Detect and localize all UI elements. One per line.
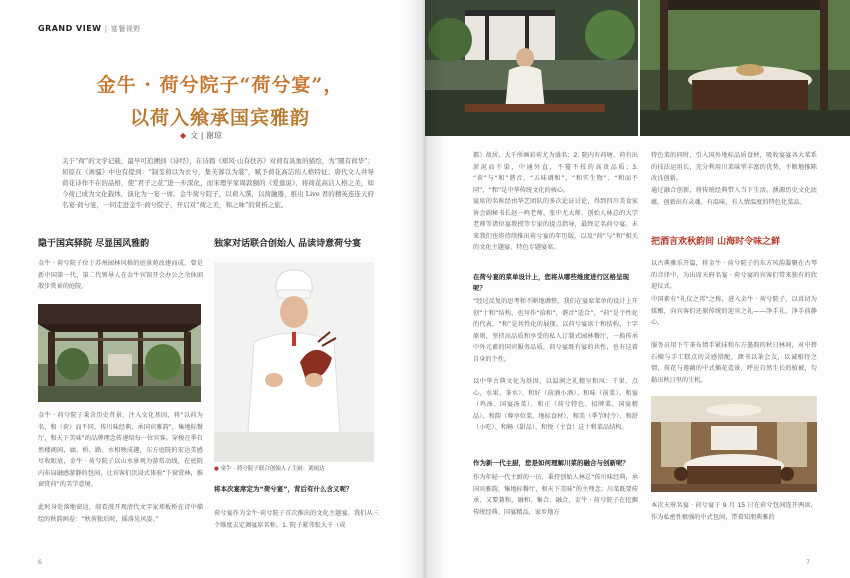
paragraph: 本次天府名宴 · 荷兮宴于 9 月 15 日在荷兮包间连开两席，作为私密性极强的中式包间，带着知朋典雅的 bbox=[651, 502, 817, 521]
dining-table-photo bbox=[640, 0, 850, 136]
paragraph: 荷兮宴作为金牛·荷兮院子首次推出的文化主题宴，我们从三个维度去定调宴席名称。1. 院子紧邻张大千（成 bbox=[214, 510, 379, 529]
section-title-courtyard: 隐于国宾驿院 尽显国风雅韵 bbox=[38, 239, 150, 249]
chef-photo bbox=[214, 262, 374, 462]
section-title-interview: 独家对话联合创始人 品读诗意荷兮宴 bbox=[214, 239, 362, 249]
paragraph: 金牛 · 荷兮院子秉含历史背景，注入文化基因，将“以荷为名，和（荷）而不同，传川味经典，承国宾雅韵”，集地标餐厅，和天下美味”的品牌理念传递给每一位宾客。穿梭在季自然楼阁间，廊、桥、路、水相映成趣，东方庭院的宏达美感尽收眼底，金牛 · 荷兮院子以山水景观为游赏动线，在庭院内布局融感游静的包间，让宾客们沉浸式体验“下窗赏林，推窗赏荷”的美学意境。 bbox=[38, 412, 203, 488]
diamond-icon: ◆ bbox=[180, 131, 187, 140]
page-number: 6 bbox=[38, 559, 42, 566]
headline-line2: 以荷入飨承国宾雅韵 bbox=[129, 107, 310, 129]
paragraph: 都）故居，大千所画彩荷尤为盛名；2. 院内有荷塘，荷有出淤泥而不染，中通外直，不蔓不枝的高贵品质；3. “荷”与“和”谐音，“五味调和”、“和实生物”、“和而不同”，“和”是中华传统文化的核心。 bbox=[473, 152, 638, 194]
article-headline bbox=[60, 70, 380, 130]
section-header: GRAND VIEW | 宴餐视野 bbox=[38, 24, 141, 33]
paragraph: “经过反复的思考和不断地调整，我们在宴席菜单的设计上开创“十和”结构，也写作“拾和”，谐音“适合”，“荷”是个性化的代表，“和”是共性化的展现。以荷兮宴席十和结构、十字原则，坚持高品质和享受的私人订制式园林餐厅，一换传承中外元素的国宾服务品质，荷兮宴既有宴的共性，也有这着自身的个性。 bbox=[473, 298, 638, 363]
bullet-icon: ● bbox=[214, 466, 219, 472]
paragraph: 通过融合创新，将传统经典带入当下生活，澳源历史文化底蕴，创新出有灵魂、有温味，有人情温度的特色化菜品。 bbox=[651, 187, 817, 206]
page-number: 7 bbox=[806, 559, 810, 566]
article-intro: 关于“荷”的文学记载，最早可追溯到《诗经》，在诗篇《郑风·山有扶苏》对荷有具象的描绘，为“隰有荷华”；屈原在《离骚》中也有提到：“制芰荷以为衣兮，集芙蓉以为裳”，赋予荷花高洁的人格特征；唐代文人井导荷花诗作不在的品格，使“君子之花”进一步深化，而宋理学家周敦颐的《爱莲说》，将荷花高洁人格之美，如今荷已成为文化载体，演化为一宴一席。金牛荷兮院子，以荷入馔，以荷融器，推出 Live 君的精英连连天府名宴·荷兮宴，一同走进金牛·荷兮院子，开启对“荷之美，和之味”的赏析之旅。 bbox=[62, 157, 374, 209]
paragraph: 作为年轻一代主厨的一员，秉持创始人林总“传川味经典，承国宾雅韵，集地标餐厅，和天下美味”的主理念；川菜既要传承，又要兼和，融和、集合、融合，金牛 · 荷兮院子在挖掘传统经典、国宴精品，家乡地方 bbox=[473, 474, 638, 516]
paragraph: 宴席的名称经由华艺团队的多次论证讨论，得到四川美食家协会副秘书长赵一鸣老师、张中尤大师、创始人林总的大学老师等诸位宴教授等专家的提点指导，最终定名荷兮宴。未来我们也将持续推出荷兮宴的年历版，以及“荷”与“和”相关的文化主题宴，特色专题宴席。 bbox=[473, 198, 638, 251]
section-title-banquet: 把酒言欢秋韵间 山海时令味之鲜 bbox=[651, 237, 781, 247]
pavilion-photo bbox=[38, 304, 201, 402]
paragraph: 特色菜的同时，引入国外地标品质食材，吸收宴宴各大菜系的技法运用长，充分利用川菜味型丰富的优势，不断地推陈改良创新。 bbox=[651, 152, 817, 182]
interview-question: 将本次宴席定为“荷兮宴”，背后有什么含义呢？ bbox=[214, 485, 353, 493]
paragraph: 服务员用下午茶布情手紧抹和东方墨韵的秋日林间，对中碧石榴与手工糕点的灵感搭配，颜书以茶会友，以诚相待之情，荷花与莲藕的中式插花造景，呼应自然生长的植被，勾勒出秋日里的生机。 bbox=[651, 342, 817, 384]
byline: ◆ 文 | 谢琼 bbox=[180, 131, 222, 140]
guzheng-photo bbox=[425, 0, 638, 136]
photo-caption: ● 金牛 · 荷兮院子联合创始人 / 主厨：刘雨达 bbox=[214, 466, 325, 472]
private-room-photo bbox=[651, 396, 817, 492]
section-name: 宴餐视野 bbox=[110, 25, 141, 33]
paragraph: 金牛 · 荷兮院子位于苏州园林风格的庭景苑改建而成，曾是新中国第一代、第二代领导人在金牛宾馆开会办公之余休闲散步赏景的庭院。 bbox=[38, 260, 203, 290]
paragraph: 此时身处落地窗边，端看漫开观清代文字家郑板桥在诗中描绘的秋韵画卷：“秋荷独后时，摇落见风姿。” bbox=[38, 504, 203, 523]
paragraph: 以中华古典文化为基因，以温润之礼精呈和风：干果、点心、水果、茶水）、和好（前酒小酒）、和味（前菜）、和宴（鸡汤、国宴汤菜）、和正（荷兮特色、招牌菜、国宴精品）、和韵（尊享位菜、地标食材）、和美（季节时令）、和舒（小吃）、和畅（甜品）、和悦（主食）这十和菜品结构。 bbox=[473, 378, 638, 431]
paragraph: 中国素有“礼仪之邦”之称，进入金牛 · 荷兮院子，以真切为媒酿，向宾客们还原传统的迎宾之礼——净手礼、净手前静心。 bbox=[651, 296, 817, 326]
interview-question: 在荷兮宴的菜单设计上，您将从哪些维度进行区格呈现呢？ bbox=[473, 273, 629, 292]
magazine-brand: GRAND VIEW bbox=[38, 24, 102, 33]
interview-question: 作为新一代主厨，您是如何理解川菜的融合与创新呢？ bbox=[473, 459, 629, 467]
paragraph: 以古典雅乐开篇，将金牛 · 荷兮院子的东方风韵凝聚在古琴的音律中，为出席天府名宴 · 荷兮宴的宾客们带来独有的欣迎仪式。 bbox=[651, 260, 817, 290]
right-page bbox=[425, 0, 850, 578]
headline-line1: 金牛 · 荷兮院子“荷兮宴”， bbox=[96, 74, 344, 96]
